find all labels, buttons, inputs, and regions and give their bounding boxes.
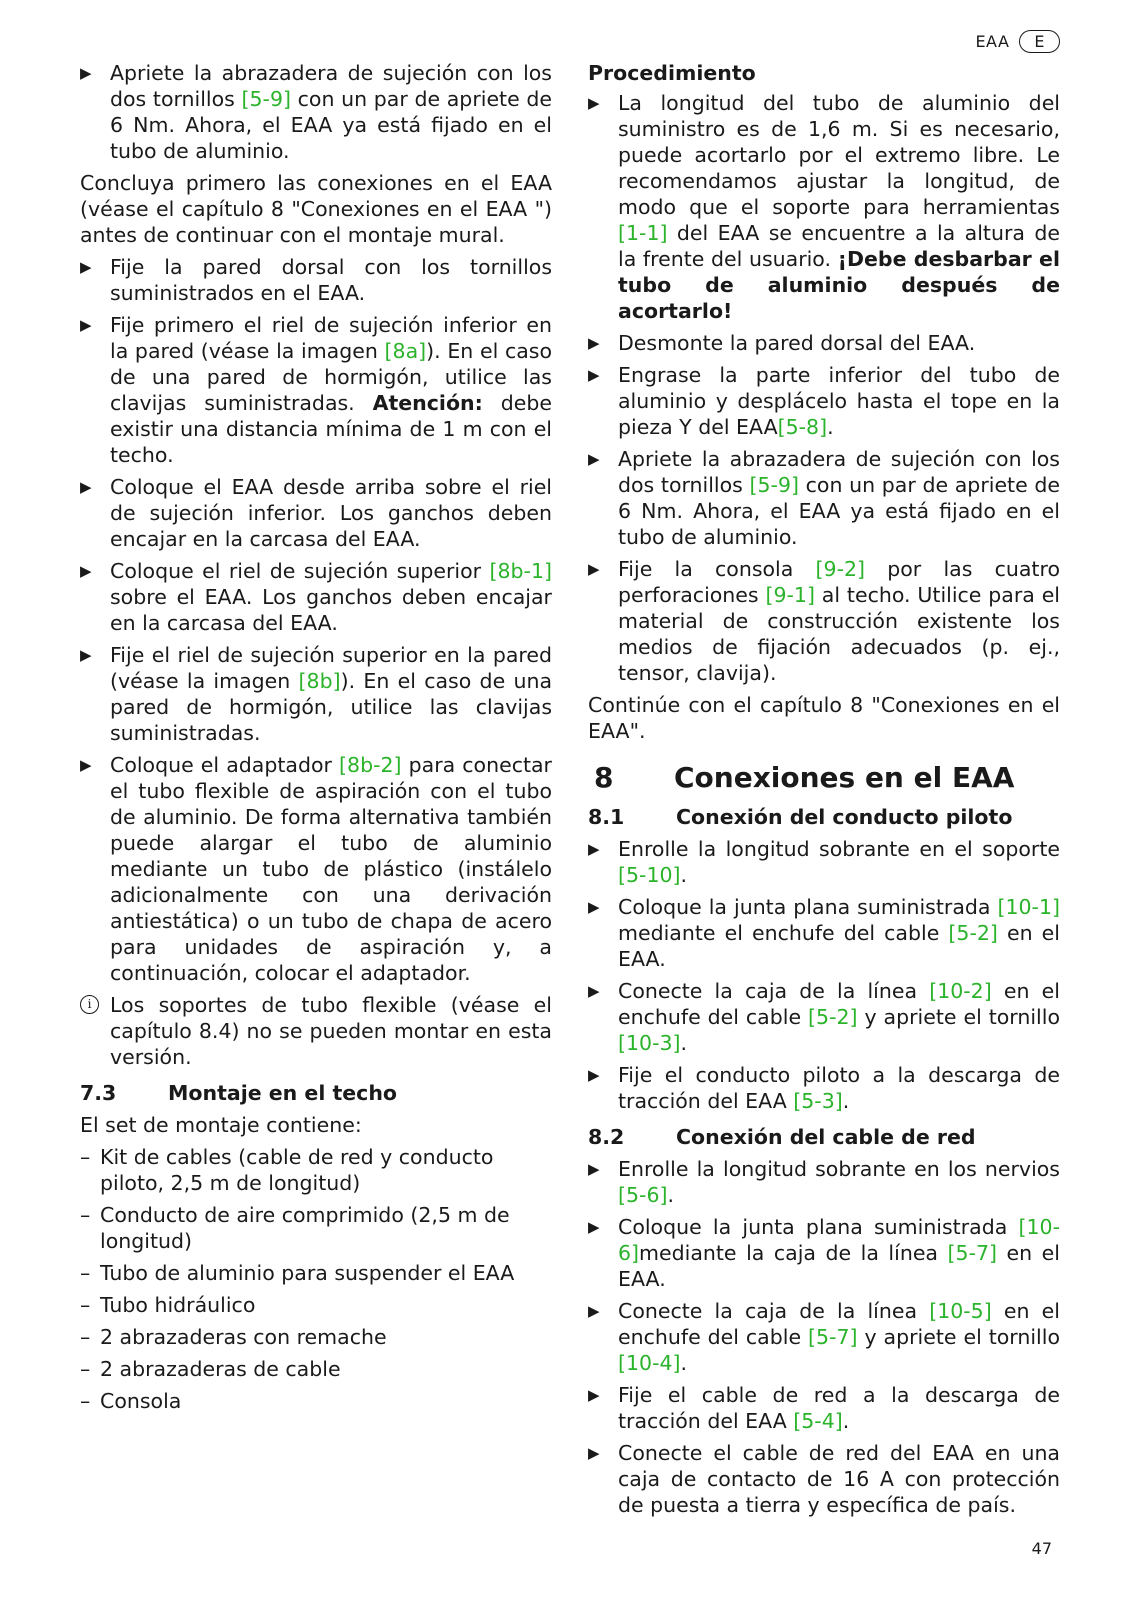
- bullet-item: ▶ Conecte la caja de la línea [10-2] en el enchufe del cable [5-2] y apriete el tornillo [10-3].: [588, 978, 1060, 1056]
- list-item: – 2 abrazaderas de cable: [80, 1356, 552, 1382]
- bullet-item: ▶ Coloque el EAA desde arriba sobre el riel de sujeción inferior. Los ganchos deben encajar en la carcasa del EAA.: [80, 474, 552, 552]
- list-item: – Kit de cables (cable de red y conducto piloto, 2,5 m de longitud): [80, 1144, 552, 1196]
- bullet-item: ▶ Coloque la junta plana suministrada [10-1] mediante el enchufe del cable [5-2] en el EAA.: [588, 894, 1060, 972]
- figure-reference[interactable]: [5-7]: [808, 1325, 858, 1349]
- bullet-item: ▶ Apriete la abrazadera de sujeción con los dos tornillos [5-9] con un par de apriete de 6 Nm. Ahora, el EAA ya está fijado en el tubo de aluminio.: [80, 60, 552, 164]
- list-item: – 2 abrazaderas con remache: [80, 1324, 552, 1350]
- bullet-item: ▶ Fije el conducto piloto a la descarga de tracción del EAA [5-3].: [588, 1062, 1060, 1114]
- bullet-item: ▶ Engrase la parte inferior del tubo de aluminio y desplácelo hasta el tope en la pieza Y del EAA[5-8].: [588, 362, 1060, 440]
- section-heading: 8.2 Conexión del cable de red: [588, 1125, 976, 1149]
- info-note: i Los soportes de tubo flexible (véase el capítulo 8.4) no se pueden montar en esta versión.: [80, 992, 552, 1070]
- bullet-item: ▶ La longitud del tubo de aluminio del suministro es de 1,6 m. Si es necesario, puede acortarlo por el extremo libre. Le recomendamos ajustar la longitud, de modo que el soporte para herramientas [1-1] del EAA se encuentre a la altura de la frente del usuario. ¡Debe desbarbar el tubo de aluminio después de acortarlo!: [588, 90, 1060, 324]
- figure-reference[interactable]: [10-5]: [929, 1299, 992, 1323]
- bullet-item: ▶ Fije la pared dorsal con los tornillos suministrados en el EAA.: [80, 254, 552, 306]
- figure-reference[interactable]: [5-4]: [793, 1409, 843, 1433]
- language-badge: E: [1019, 30, 1060, 53]
- section-heading: 7.3 Montaje en el techo: [80, 1081, 398, 1105]
- bullet-item: ▶ Coloque la junta plana suministrada [10-6]mediante la caja de la línea [5-7] en el EAA.: [588, 1214, 1060, 1292]
- section-heading: 8.1 Conexión del conducto piloto: [588, 805, 1013, 829]
- bullet-item: ▶ Fije el cable de red a la descarga de tracción del EAA [5-4].: [588, 1382, 1060, 1434]
- figure-reference[interactable]: [5-6]: [618, 1183, 668, 1207]
- figure-reference[interactable]: [10-4]: [618, 1351, 681, 1375]
- figure-reference[interactable]: [8b-2]: [339, 753, 402, 777]
- bullet-item: ▶ Enrolle la longitud sobrante en el soporte [5-10].: [588, 836, 1060, 888]
- figure-reference[interactable]: [10-6]: [618, 1215, 1060, 1265]
- bullet-item: ▶ Coloque el riel de sujeción superior [8b-1] sobre el EAA. Los ganchos deben encajar en la carcasa del EAA.: [80, 558, 552, 636]
- figure-reference[interactable]: [5-10]: [618, 863, 681, 887]
- bullet-item: ▶ Conecte el cable de red del EAA en una caja de contacto de 16 A con protección de puesta a tierra y específica de país.: [588, 1440, 1060, 1518]
- bullet-item: ▶ Desmonte la pared dorsal del EAA.: [588, 330, 1060, 356]
- list-item: – Tubo hidráulico: [80, 1292, 552, 1318]
- page-number: 47: [1031, 1539, 1052, 1558]
- bullet-item: ▶ Fije primero el riel de sujeción inferior en la pared (véase la imagen [8a]). En el caso de una pared de hormigón, utilice las clavijas suministradas. Atención: debe existir una distancia mínima de 1 m con el techo.: [80, 312, 552, 468]
- product-label: EAA: [975, 32, 1010, 51]
- bullet-item: ▶ Fije el riel de sujeción superior en la pared (véase la imagen [8b]). En el caso de una pared de hormigón, utilice las clavijas suministradas.: [80, 642, 552, 746]
- info-icon: i: [80, 995, 99, 1014]
- figure-reference[interactable]: [8a]: [384, 339, 427, 363]
- bullet-item: ▶ Enrolle la longitud sobrante en los nervios [5-6].: [588, 1156, 1060, 1208]
- figure-reference[interactable]: [8b]: [298, 669, 341, 693]
- figure-reference[interactable]: [10-3]: [618, 1031, 681, 1055]
- figure-reference[interactable]: [9-1]: [765, 583, 815, 607]
- chapter-heading: 8 Conexiones en el EAA: [594, 761, 1015, 794]
- paragraph: El set de montaje contiene:: [80, 1113, 362, 1137]
- list-item: – Tubo de aluminio para suspender el EAA: [80, 1260, 552, 1286]
- bullet-item: ▶ Fije la consola [9-2] por las cuatro perforaciones [9-1] al techo. Utilice para el material de construcción existente los medios de fijación adecuados (p. ej., tensor, clavija).: [588, 556, 1060, 686]
- paragraph: Continúe con el capítulo 8 "Conexiones en el EAA".: [588, 693, 1060, 743]
- figure-reference[interactable]: [5-2]: [808, 1005, 858, 1029]
- figure-reference[interactable]: [8b-1]: [489, 559, 552, 583]
- figure-reference[interactable]: [5-7]: [947, 1241, 998, 1265]
- right-column: [588, 60, 1060, 1524]
- procedure-heading: Procedimiento: [588, 61, 756, 85]
- page-header: [975, 30, 1060, 53]
- figure-reference[interactable]: [5-3]: [793, 1089, 843, 1113]
- figure-reference[interactable]: [1-1]: [618, 221, 668, 245]
- figure-reference[interactable]: [5-2]: [948, 921, 998, 945]
- figure-reference[interactable]: [5-8]: [777, 415, 828, 439]
- figure-reference[interactable]: [10-2]: [929, 979, 992, 1003]
- figure-reference[interactable]: [5-9]: [241, 87, 291, 111]
- bullet-item: ▶ Apriete la abrazadera de sujeción con los dos tornillos [5-9] con un par de apriete de 6 Nm. Ahora, el EAA ya está fijado en el tubo de aluminio.: [588, 446, 1060, 550]
- figure-reference[interactable]: [10-1]: [997, 895, 1060, 919]
- figure-reference[interactable]: [9-2]: [815, 557, 866, 581]
- paragraph: Concluya primero las conexiones en el EAA (véase el capítulo 8 "Conexiones en el EAA ") antes de continuar con el montaje mural.: [80, 171, 552, 247]
- bullet-item: ▶ Conecte la caja de la línea [10-5] en el enchufe del cable [5-7] y apriete el tornillo [10-4].: [588, 1298, 1060, 1376]
- bullet-item: ▶ Coloque el adaptador [8b-2] para conectar el tubo flexible de aspiración con el tubo de aluminio. De forma alternativa también puede alargar el tubo de aluminio mediante un tubo de plástico (instálelo adicionalmente con una derivación antiestática) o un tubo de chapa de acero para unidades de aspiración y, a continuación, colocar el adaptador.: [80, 752, 552, 986]
- list-item: – Consola: [80, 1388, 552, 1414]
- figure-reference[interactable]: [5-9]: [749, 473, 799, 497]
- left-column: [80, 60, 552, 1420]
- list-item: – Conducto de aire comprimido (2,5 m de longitud): [80, 1202, 552, 1254]
